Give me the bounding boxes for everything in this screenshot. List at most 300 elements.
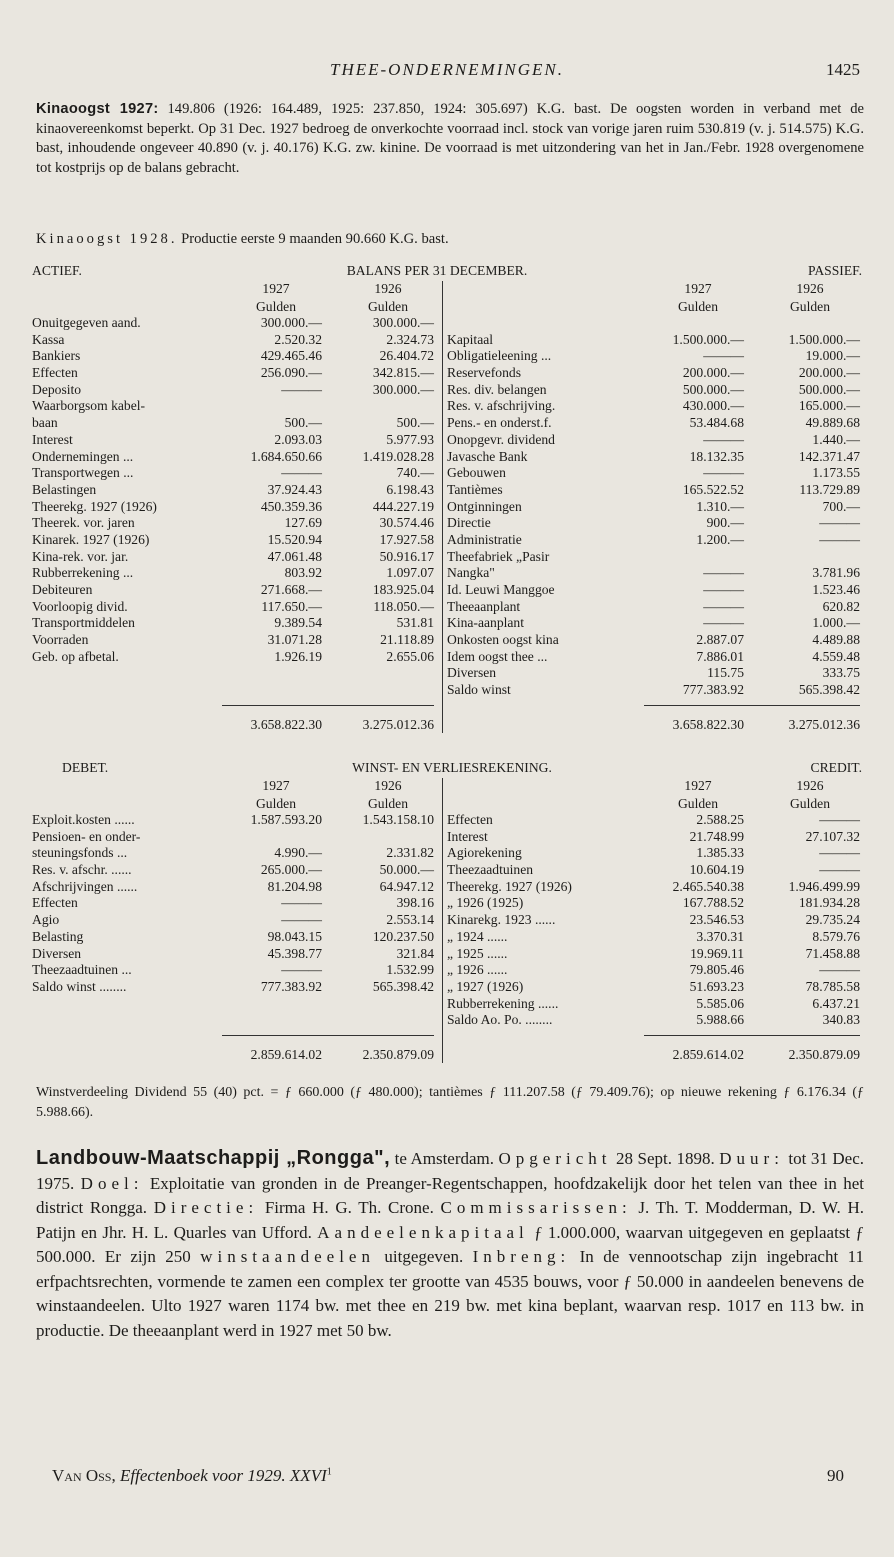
balance-left-1926: 26.404.72 — [379, 348, 434, 364]
balance-right-1926: 1.173.55 — [812, 465, 860, 481]
balance-left-label: Debiteuren — [32, 582, 93, 597]
year-1926-right: 1926 — [796, 281, 824, 296]
pl-totals — [32, 1047, 862, 1064]
balance-total-rule — [222, 705, 434, 706]
unit-left-1: Gulden — [255, 299, 297, 314]
balance-right-1927: 7.886.01 — [696, 648, 744, 664]
pl-left-1926: 398.16 — [396, 895, 434, 911]
balance-left-1926: 444.227.19 — [372, 498, 434, 514]
balance-row — [32, 632, 862, 649]
pl-right-1927: 79.805.46 — [689, 962, 744, 978]
balance-right-1926: 49.889.68 — [805, 415, 860, 431]
balance-right-1926: 3.781.96 — [812, 565, 860, 581]
balance-right-1926: 1.000.— — [812, 615, 860, 631]
purpose-label: Doel: — [80, 1173, 144, 1193]
balance-left-1927: 9.389.54 — [274, 615, 322, 631]
pl-right-label: Saldo Ao. Po. ........ — [447, 1012, 553, 1028]
kina-harvest-1928 — [36, 230, 864, 250]
balance-left-1926: 500.— — [396, 415, 434, 431]
balance-right-label: Reservefonds — [447, 365, 521, 381]
balance-right-1927: 165.522.52 — [682, 481, 744, 497]
balance-right-label: Saldo winst — [447, 682, 511, 698]
balance-left-1927: 500.— — [284, 415, 322, 431]
balance-row — [32, 449, 862, 466]
pl-right-1926: ——— — [819, 845, 860, 861]
pl-left-label: Exploit.kosten ...... — [32, 812, 135, 827]
pl-total-left-1927: 2.859.614.02 — [250, 1047, 322, 1063]
actief-heading: ACTIEF. — [32, 263, 82, 278]
balance-left-label: Bankiers — [32, 348, 81, 364]
pl-left-1926: 2.553.14 — [386, 912, 434, 928]
balance-left-label: Voorraden — [32, 632, 89, 648]
pl-left-1926: 120.237.50 — [372, 928, 434, 944]
balance-right-label: Onkosten oogst kina — [447, 632, 559, 648]
balance-row — [32, 515, 862, 532]
balance-right-label: Res. div. belangen — [447, 381, 547, 397]
balance-right-label: Nangka" — [447, 565, 495, 581]
footer-sup: 1 — [326, 1466, 332, 1478]
pl-right-1927: 3.370.31 — [696, 928, 744, 944]
balance-right-1927: 53.484.68 — [689, 415, 744, 431]
balance-right-label: Kina-aanplant — [447, 615, 524, 631]
passief-heading: PASSIEF. — [808, 263, 862, 278]
balance-right-1927: 777.383.92 — [682, 682, 744, 698]
pl-right-1926: 29.735.24 — [805, 912, 860, 928]
balance-left-1927: 803.92 — [284, 565, 322, 581]
balance-left-label: Kassa — [32, 331, 65, 347]
pl-right-1927: 51.693.23 — [689, 978, 744, 994]
pl-left-label: Pensioen- en onder- — [32, 828, 141, 844]
pl-right-label: Rubberrekening ...... — [447, 995, 559, 1011]
balance-left-label: Onuitgegeven aand. — [32, 315, 141, 330]
balance-right-1926: 1.500.000.— — [788, 331, 860, 347]
balance-right-1926: 165.000.— — [798, 398, 860, 414]
pl-left-label: Afschrijvingen ...... — [32, 878, 138, 894]
balance-left-1926: 342.815.— — [372, 365, 434, 381]
balance-right-label: Ontginningen — [447, 498, 522, 514]
balance-right-label: Id. Leuwi Manggoe — [447, 582, 555, 597]
contribution-text: In de vennootschap zijn ingebracht 11 erfpachtsrechten, vormende te zamen een complex ter grootte van 4535 bouws, voor ƒ 50.000 in aandeelen benevens de winstaandeelen. Ulto 1927 waren 1174 bw. met thee en 219 bw. met kina beplant, waarvan resp. 1017 en 113 bw. in productie. De theeaanplant werd in 1927 met 50 bw. — [36, 1247, 864, 1340]
balance-right-1927: 900.— — [706, 515, 744, 531]
pl-left-1927: 265.000.— — [260, 862, 322, 878]
debet-heading: DEBET. — [62, 760, 109, 775]
pl-right-1927: 19.969.11 — [690, 945, 744, 961]
balance-left-1926: 740.— — [396, 465, 434, 481]
balance-left-label: Theerekg. 1927 (1926) — [32, 498, 157, 514]
balance-left-1926: 300.000.— — [372, 315, 434, 330]
balance-left-1926: 21.118.89 — [380, 632, 434, 648]
balance-left-label: Kina-rek. vor. jar. — [32, 548, 129, 564]
pl-right-1926: 340.83 — [822, 1012, 860, 1028]
balance-left-label: Transportmiddelen — [32, 615, 135, 631]
balance-left-label: Ondernemingen ... — [32, 448, 134, 464]
balance-left-1927: 1.684.650.66 — [250, 448, 322, 464]
balance-right-1927: ——— — [703, 598, 744, 614]
balance-left-1926: 2.324.73 — [386, 331, 434, 347]
pl-total-rule — [222, 1035, 434, 1036]
pl-right-label: Kinarekg. 1923 ...... — [447, 912, 556, 928]
pl-left-1927: 45.398.77 — [267, 945, 322, 961]
balance-left-label: Voorloopig divid. — [32, 598, 128, 614]
pl-right-label: Interest — [447, 828, 488, 844]
balance-right-1926: 142.371.47 — [798, 448, 860, 464]
balance-sheet — [32, 263, 862, 733]
balance-left-1927: 117.650.— — [261, 598, 322, 614]
balance-total-right-1927: 3.658.822.30 — [672, 717, 744, 733]
balance-right-label: Tantièmes — [447, 481, 503, 497]
pl-right-label: Effecten — [447, 812, 493, 827]
page-number: 1425 — [826, 60, 860, 79]
balance-left-1926: 531.81 — [396, 615, 434, 631]
balance-row — [32, 649, 862, 666]
pl-total-rule — [644, 1035, 860, 1036]
year-1926-left: 1926 — [374, 281, 402, 296]
balance-right-1927: 18.132.35 — [689, 448, 744, 464]
rongga-entry — [36, 1146, 864, 1343]
pl-right-label: Agiorekening — [447, 845, 522, 861]
balance-row — [32, 582, 862, 599]
pl-row — [32, 979, 862, 996]
balance-left-1926: 1.419.028.28 — [362, 448, 434, 464]
balance-right-1927: 2.887.07 — [696, 632, 744, 648]
pl-row — [32, 879, 862, 896]
founded-date: 28 Sept. 1898. — [611, 1149, 720, 1168]
pl-right-1926: 1.946.499.99 — [788, 878, 860, 894]
pl-right-1927: 2.465.540.38 — [672, 878, 744, 894]
balance-left-1926: 5.977.93 — [386, 431, 434, 447]
balance-title: BALANS PER 31 DECEMBER. — [346, 263, 528, 278]
balance-row — [32, 665, 862, 682]
pl-divider — [442, 778, 443, 1063]
pl-year-1926-left: 1926 — [374, 778, 402, 793]
pl-left-1926: 321.84 — [396, 945, 434, 961]
profit-distribution: Winstverdeeling Dividend 55 (40) pct. = ƒ 660.000 (ƒ 480.000); tantièmes ƒ 111.207.58 (ƒ 79.409.76); op nieuwe rekening ƒ 6.176.34 (ƒ 5.988.66). — [36, 1085, 864, 1120]
balance-left-1927: 271.668.— — [260, 582, 322, 597]
contribution-label: Inbreng: — [472, 1247, 571, 1266]
pl-row — [32, 962, 862, 979]
pl-right-1926: ——— — [819, 812, 860, 827]
management-label: Directie: — [153, 1198, 259, 1217]
balance-left-1927: 1.926.19 — [274, 648, 322, 664]
pl-year-1926-right: 1926 — [796, 778, 824, 793]
pl-left-label: Theezaadtuinen ... — [32, 962, 132, 978]
pl-left-1926: 64.947.12 — [379, 878, 434, 894]
pl-right-1926: ——— — [819, 962, 860, 978]
balance-right-label: Diversen — [447, 665, 497, 681]
balance-row — [32, 432, 862, 449]
balance-left-label: Belastingen — [32, 481, 97, 497]
balance-right-label: Directie — [447, 515, 491, 531]
pl-right-1926: 71.458.88 — [805, 945, 860, 961]
pl-total-right-1926: 2.350.879.09 — [788, 1047, 860, 1063]
pl-left-label: Effecten — [32, 895, 78, 911]
balance-row — [32, 382, 862, 399]
balance-right-label: Theefabriek „Pasir — [447, 548, 550, 564]
balance-right-1926: 500.000.— — [798, 381, 860, 397]
balance-right-label: Administratie — [447, 531, 522, 547]
pl-left-1926: 2.331.82 — [386, 845, 434, 861]
balance-left-1927: 300.000.— — [260, 315, 322, 330]
running-title: THEE-ONDERNEMINGEN. — [330, 60, 564, 79]
balance-left-1927: 47.061.48 — [267, 548, 322, 564]
duration-value: tot 31 Dec. 1975. — [36, 1149, 864, 1193]
balance-right-label: Pens.- en onderst.f. — [447, 415, 552, 431]
pl-row — [32, 845, 862, 862]
kina-harvest-text: 149.806 (1926: 164.489, 1925: 237.850, 1924: 305.697) K.G. bast. De oogsten worden in verband met de kinaovereenkomst beperkt. Op 31 Dec. 1927 bedroeg de onverkochte voorraad incl. stock van vorige jaren ruim 530.819 (v. j. 514.575) K.G. bast, inhoudende ongeveer 40.890 (v. j. 40.176) K.G. zw. kinine. De voorraad is met uitzondering van het in Jan./Febr. 1928 overgenomene tot kostprijs op de balans gebracht. — [36, 101, 864, 176]
pl-left-label: Res. v. afschr. ...... — [32, 862, 132, 878]
balance-row — [32, 332, 862, 349]
balance-right-1927: ——— — [703, 348, 744, 364]
balance-total-left-1927: 3.658.822.30 — [250, 717, 322, 733]
balance-right-1927: 500.000.— — [682, 381, 744, 397]
balance-row — [32, 499, 862, 516]
pl-left-1927: 98.043.15 — [267, 928, 322, 944]
balance-right-1927: ——— — [703, 465, 744, 481]
credit-heading: CREDIT. — [810, 760, 862, 775]
balance-row — [32, 482, 862, 499]
balance-left-1927: 450.359.36 — [260, 498, 322, 514]
pl-right-1926: ——— — [819, 862, 860, 878]
balance-left-1926: 50.916.17 — [379, 548, 434, 564]
balance-right-label: Gebouwen — [447, 465, 506, 481]
pl-row — [32, 912, 862, 929]
balance-left-label: Rubberrekening ... — [32, 565, 134, 581]
share-capital-value: ƒ 1.000.000, waarvan uitgegeven en geplaatst ƒ 500.000. Er zijn 250 — [36, 1222, 864, 1266]
pl-row — [32, 895, 862, 912]
footer-author: Van Oss, — [52, 1466, 116, 1485]
pl-year-1927-left: 1927 — [262, 778, 290, 793]
pl-row — [32, 812, 862, 829]
pl-row — [32, 946, 862, 963]
balance-total-rule — [644, 705, 860, 706]
management-value: Firma H. G. Th. Crone. — [258, 1198, 441, 1217]
pl-title: WINST- EN VERLIESREKENING. — [352, 760, 552, 775]
balance-row — [32, 549, 862, 566]
balance-right-1926: ——— — [819, 515, 860, 531]
balance-left-label: baan — [32, 415, 58, 431]
balance-right-label: Javasche Bank — [447, 448, 528, 464]
purpose-text: Exploitatie van gronden in de Preanger-Regentschappen, hoofdzakelijk door het telen van thee in het district Rongga. — [36, 1173, 864, 1217]
balance-left-label: Theerek. vor. jaren — [32, 515, 135, 531]
footer-book-title: Effectenboek voor 1929. XXVI — [119, 1466, 327, 1485]
pl-right-1926: 181.934.28 — [798, 895, 860, 911]
profit-shares-label: winstaandeelen — [200, 1247, 375, 1266]
balance-left-1926: 30.574.46 — [379, 515, 434, 531]
balance-left-1926: 183.925.04 — [372, 582, 434, 597]
page-footer — [52, 1466, 332, 1486]
commissioners-label: Commissarissen: — [440, 1198, 632, 1217]
pl-total-left-1926: 2.350.879.09 — [362, 1047, 434, 1063]
pl-unit-right-1: Gulden — [677, 796, 719, 811]
balance-left-1927: ——— — [281, 381, 322, 397]
pl-left-label: steuningsfonds ... — [32, 845, 128, 861]
balance-right-1926: ——— — [819, 531, 860, 547]
pl-right-1926: 78.785.58 — [805, 978, 860, 994]
balance-left-1926: 300.000.— — [372, 381, 434, 397]
balance-left-label: Effecten — [32, 365, 78, 381]
pl-row — [32, 929, 862, 946]
unit-right-2: Gulden — [789, 299, 831, 314]
balance-left-1927: 429.465.46 — [260, 348, 322, 364]
founded-label: Opgericht — [498, 1149, 612, 1168]
pl-left-1926: 565.398.42 — [372, 978, 434, 994]
balance-row — [32, 348, 862, 365]
balance-left-label: Deposito — [32, 381, 82, 397]
balance-left-label: Geb. op afbetal. — [32, 648, 119, 664]
balance-row — [32, 565, 862, 582]
balance-right-1926: 19.000.— — [805, 348, 860, 364]
pl-left-label: Saldo winst ........ — [32, 978, 127, 994]
balance-right-1927: ——— — [703, 615, 744, 631]
pl-left-label: Belasting — [32, 928, 84, 944]
pl-right-1926: 8.579.76 — [812, 928, 860, 944]
balance-left-1927: 2.093.03 — [274, 431, 322, 447]
balance-right-1927: 115.75 — [707, 665, 744, 681]
balance-right-1926: 565.398.42 — [798, 682, 860, 698]
balance-right-label: Onopgevr. dividend — [447, 431, 555, 447]
pl-right-label: „ 1924 ...... — [447, 928, 508, 944]
balance-left-1927: 15.520.94 — [267, 531, 322, 547]
pl-right-1926: 27.107.32 — [805, 828, 860, 844]
pl-right-label: „ 1926 (1925) — [447, 895, 524, 911]
balance-right-1926: 700.— — [822, 498, 860, 514]
balance-right-1927: 200.000.— — [682, 365, 744, 381]
pl-right-1927: 167.788.52 — [682, 895, 744, 911]
pl-right-1927: 5.585.06 — [696, 995, 744, 1011]
balance-row — [32, 599, 862, 616]
pl-right-1927: 1.385.33 — [696, 845, 744, 861]
balance-left-1927: 256.090.— — [260, 365, 322, 381]
balance-left-1927: ——— — [281, 465, 322, 481]
pl-left-1927: 81.204.98 — [267, 878, 322, 894]
balance-right-1927: 1.310.— — [696, 498, 744, 514]
balance-right-1926: 200.000.— — [798, 365, 860, 381]
balance-right-label: Theeaanplant — [447, 598, 521, 614]
pl-year-1927-right: 1927 — [684, 778, 712, 793]
year-1927-right: 1927 — [684, 281, 712, 296]
balance-right-1927: 430.000.— — [682, 398, 744, 414]
balance-row — [32, 682, 862, 699]
pl-left-label: Agio — [32, 912, 60, 928]
balance-right-1927: ——— — [703, 582, 744, 597]
pl-left-label: Diversen — [32, 945, 82, 961]
balance-row — [32, 315, 862, 332]
balance-left-1927: 31.071.28 — [267, 632, 322, 648]
pl-left-1926: 50.000.— — [379, 862, 434, 878]
balance-right-label: Obligatieleening ... — [447, 348, 552, 364]
duration-label: Duur: — [719, 1149, 784, 1168]
balance-left-1926: 1.097.07 — [386, 565, 434, 581]
pl-right-1927: 5.988.66 — [696, 1012, 744, 1028]
pl-right-label: Theerekg. 1927 (1926) — [447, 878, 572, 894]
pl-left-1927: 777.383.92 — [260, 978, 322, 994]
balance-left-1926: 17.927.58 — [379, 531, 434, 547]
pl-row — [32, 996, 862, 1013]
profit-shares-value: uitgegeven. — [374, 1247, 473, 1266]
balance-row — [32, 365, 862, 382]
balance-left-label: Transportwegen ... — [32, 465, 134, 481]
profit-loss-account — [32, 760, 862, 1063]
balance-right-1926: 4.559.48 — [812, 648, 860, 664]
balance-right-1927: 1.200.— — [696, 531, 744, 547]
pl-row — [32, 829, 862, 846]
balance-right-1926: 620.82 — [822, 598, 860, 614]
balance-right-label: Res. v. afschrijving. — [447, 398, 556, 414]
balance-right-1927: ——— — [703, 431, 744, 447]
pl-left-1927: ——— — [281, 895, 322, 911]
kina-harvest-1928-text: Productie eerste 9 maanden 90.660 K.G. bast. — [177, 231, 449, 247]
balance-total-right-1926: 3.275.012.36 — [788, 717, 860, 733]
balance-right-1926: 113.729.89 — [799, 481, 860, 497]
commissioners-value: J. Th. T. Modderman, D. W. H. Patijn en Jhr. H. L. Quarles van Ufford. — [36, 1198, 864, 1242]
pl-left-1927: ——— — [281, 912, 322, 928]
pl-left-1927: 4.990.— — [274, 845, 322, 861]
balance-right-1927: ——— — [703, 565, 744, 581]
unit-right-1: Gulden — [677, 299, 719, 314]
company-name: Landbouw-Maatschappij „Rongga", — [36, 1147, 391, 1169]
balance-right-1926: 4.489.88 — [812, 632, 860, 648]
pl-right-label: „ 1926 ...... — [447, 962, 508, 978]
pl-row — [32, 1012, 862, 1029]
year-1927-left: 1927 — [262, 281, 290, 296]
balance-right-1926: 333.75 — [822, 665, 860, 681]
balance-row — [32, 465, 862, 482]
company-location: te Amsterdam. — [390, 1149, 499, 1168]
balance-left-1927: 127.69 — [284, 515, 322, 531]
pl-unit-left-2: Gulden — [367, 796, 409, 811]
pl-row — [32, 862, 862, 879]
balance-right-1926: 1.523.46 — [812, 582, 860, 597]
unit-left-2: Gulden — [367, 299, 409, 314]
pl-right-label: „ 1925 ...... — [447, 945, 508, 961]
pl-right-label: „ 1927 (1926) — [447, 978, 524, 994]
balance-divider — [442, 281, 443, 733]
footer-page-number: 90 — [827, 1466, 844, 1485]
pl-left-1927: 1.587.593.20 — [250, 812, 322, 827]
pl-right-label: Theezaadtuinen — [447, 862, 534, 878]
kina-harvest-label: Kinaoogst 1927: — [36, 101, 159, 117]
pl-right-1927: 23.546.53 — [689, 912, 744, 928]
balance-left-1926: 6.198.43 — [386, 481, 434, 497]
balance-row — [32, 615, 862, 632]
balance-right-label: Kapitaal — [447, 331, 494, 347]
balance-row — [32, 415, 862, 432]
balance-left-1926: 118.050.— — [373, 598, 434, 614]
pl-unit-left-1: Gulden — [255, 796, 297, 811]
balance-left-1926: 2.655.06 — [386, 648, 434, 664]
pl-left-1927: ——— — [281, 962, 322, 978]
kina-harvest-1928-label: Kinaoogst 1928. — [36, 231, 178, 247]
balance-right-1927: 1.500.000.— — [672, 331, 744, 347]
balance-totals — [32, 717, 862, 734]
pl-right-1927: 2.588.25 — [696, 812, 744, 827]
balance-left-1927: 2.520.32 — [274, 331, 322, 347]
kina-harvest-paragraph — [36, 100, 864, 178]
balance-left-label: Kinarek. 1927 (1926) — [32, 531, 150, 547]
balance-total-left-1926: 3.275.012.36 — [362, 717, 434, 733]
balance-right-1926: 1.440.— — [812, 431, 860, 447]
balance-left-1927: 37.924.43 — [267, 481, 322, 497]
balance-left-label: Interest — [32, 431, 73, 447]
balance-left-label: Waarborgsom kabel- — [32, 398, 146, 414]
balance-right-label: Idem oogst thee ... — [447, 648, 548, 664]
pl-right-1926: 6.437.21 — [812, 995, 860, 1011]
pl-unit-right-2: Gulden — [789, 796, 831, 811]
balance-row — [32, 532, 862, 549]
pl-right-1927: 10.604.19 — [689, 862, 744, 878]
pl-left-1926: 1.543.158.10 — [362, 812, 434, 827]
balance-row — [32, 398, 862, 415]
